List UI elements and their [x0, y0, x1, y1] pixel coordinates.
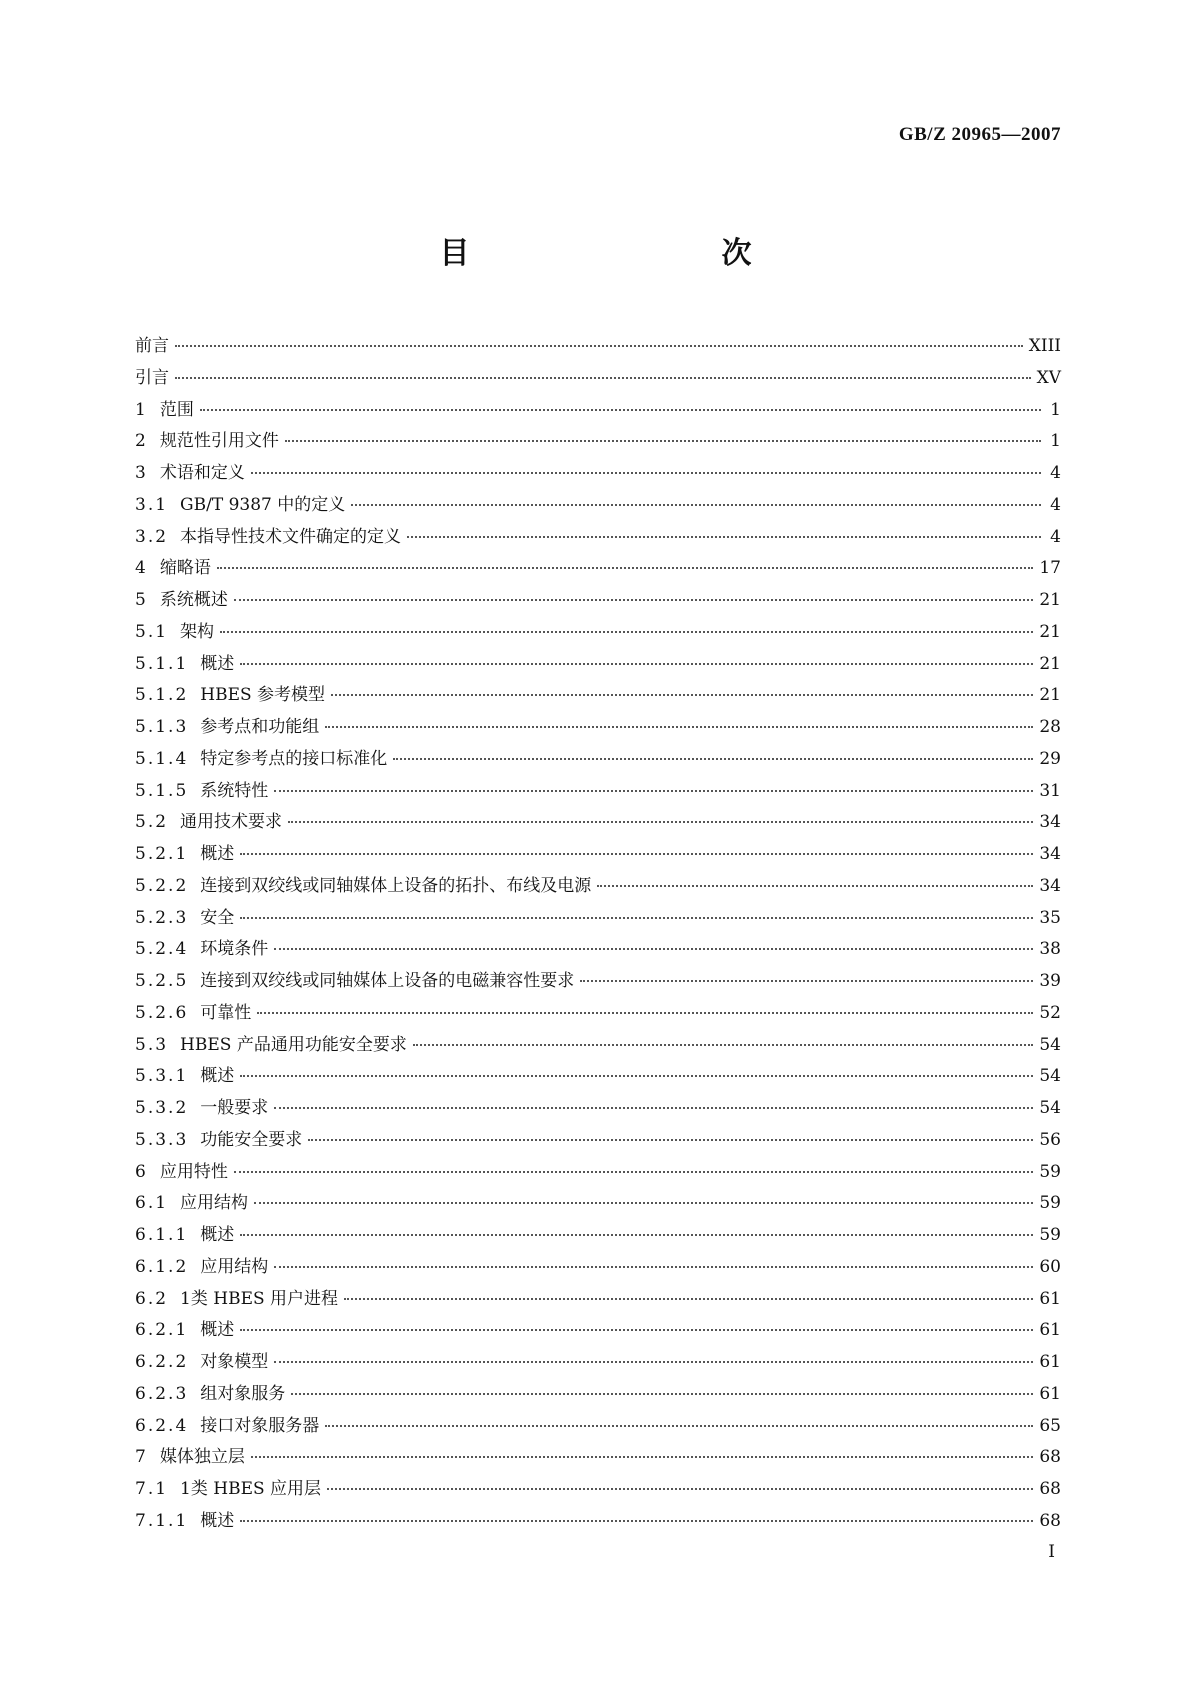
toc-entry[interactable]	[135, 1411, 1061, 1443]
toc-entry[interactable]	[135, 903, 1061, 935]
toc-entry[interactable]	[135, 1474, 1061, 1506]
toc-entry-number: 5.2.1	[135, 844, 189, 864]
toc-entry-text: 连接到双绞线或同轴媒体上设备的拓扑、布线及电源	[200, 875, 592, 896]
toc-entry-page: 68	[1039, 1479, 1061, 1499]
toc-entry-label	[135, 1315, 234, 1347]
toc-entry-label	[135, 712, 319, 744]
toc-entry[interactable]	[135, 680, 1061, 712]
toc-entry-label	[135, 1030, 407, 1062]
toc-entry-page: 28	[1039, 717, 1061, 737]
toc-entry[interactable]	[135, 998, 1061, 1030]
toc-entry-text: 接口对象服务器	[200, 1415, 320, 1436]
toc-entry-page: 4	[1050, 494, 1061, 515]
toc-entry-page: 29	[1039, 748, 1061, 769]
dot-leader	[175, 345, 1023, 347]
dot-leader	[285, 440, 1041, 442]
toc-entry-number: 5.1.2	[135, 685, 189, 706]
toc-entry-text: 一般要求	[200, 1098, 269, 1118]
toc-entry[interactable]	[135, 1157, 1061, 1189]
document-code: GB/Z 20965—2007	[898, 124, 1061, 145]
toc-entry-text: 媒体独立层	[159, 1447, 245, 1468]
toc-entry-label	[135, 1220, 234, 1252]
dot-leader	[331, 694, 1033, 696]
toc-entry-number: 5	[135, 590, 148, 610]
dot-leader	[217, 567, 1034, 569]
toc-entry-page: 39	[1039, 971, 1061, 991]
toc-entry-label	[135, 1284, 338, 1316]
dot-leader	[291, 1393, 1033, 1395]
dot-leader	[234, 599, 1034, 601]
toc-entry-page: 68	[1039, 1510, 1061, 1531]
toc-entry[interactable]	[135, 585, 1061, 617]
toc-entry-label	[135, 395, 194, 427]
toc-entry-label	[135, 680, 325, 712]
toc-entry-number: 5.1	[135, 621, 169, 642]
toc-entry-number: 3.2	[135, 526, 169, 547]
toc-entry-text: 环境条件	[200, 939, 269, 960]
toc-entry-number: 3	[135, 463, 148, 483]
toc-entry-text: 概述	[200, 1225, 235, 1245]
toc-entry-page: 52	[1039, 1002, 1061, 1023]
toc-entry-number: 5.1.5	[135, 780, 189, 801]
toc-entry-number: 5.3.1	[135, 1066, 189, 1087]
toc-entry-number: 5.2	[135, 812, 169, 833]
toc-entry-page: 61	[1039, 1320, 1061, 1341]
toc-entry[interactable]	[135, 553, 1061, 585]
toc-entry[interactable]	[135, 490, 1061, 522]
toc-entry-text: 可靠性	[200, 1002, 252, 1023]
toc-entry-text: 本指导性技术文件确定的定义	[180, 526, 402, 547]
toc-entry-text: 概述	[200, 844, 235, 864]
toc-entry-number: 1	[135, 399, 148, 420]
toc-entry-page: 61	[1039, 1383, 1061, 1404]
dot-leader	[240, 917, 1033, 919]
toc-entry-page: 34	[1039, 844, 1061, 864]
toc-entry-text: 通用技术要求	[180, 812, 283, 833]
toc-entry-text: 引言	[135, 367, 169, 388]
toc-entry-label	[135, 1061, 234, 1093]
toc-entry-page: 54	[1039, 1034, 1061, 1055]
page-number: I	[1048, 1542, 1055, 1562]
toc-entry-number: 7	[135, 1447, 148, 1468]
toc-entry-page: 68	[1039, 1447, 1061, 1468]
toc-entry-page: 21	[1039, 685, 1061, 706]
toc-entry-text: 概述	[200, 1066, 235, 1087]
toc-entry[interactable]	[135, 966, 1061, 998]
dot-leader	[325, 726, 1033, 728]
toc-entry-number: 6.2	[135, 1288, 169, 1309]
toc-entry-label	[135, 744, 387, 776]
toc-entry-number: 7.1.1	[135, 1510, 189, 1531]
toc-entry-text: 前言	[135, 336, 169, 356]
toc-entry-label	[135, 1411, 319, 1443]
toc-entry-page: 21	[1039, 653, 1061, 674]
toc-entry-label	[135, 490, 345, 522]
toc-entry-text: 应用特性	[159, 1161, 228, 1182]
toc-entry-page: 4	[1050, 526, 1061, 547]
toc-entry-label	[135, 776, 268, 808]
toc-entry-text: 功能安全要求	[200, 1129, 303, 1150]
toc-entry-text: GB/T 9387 中的定义	[180, 494, 346, 515]
toc-entry[interactable]	[135, 363, 1061, 395]
toc-entry[interactable]	[135, 871, 1061, 903]
toc-entry[interactable]	[135, 522, 1061, 554]
toc-entry-label	[135, 998, 251, 1030]
toc-entry-text: 概述	[200, 1510, 235, 1531]
dot-leader	[351, 504, 1041, 506]
toc-entry[interactable]	[135, 1347, 1061, 1379]
dot-leader	[597, 885, 1033, 887]
toc-entry-label	[135, 522, 401, 554]
dot-leader	[393, 758, 1033, 760]
dot-leader	[175, 377, 1031, 379]
toc-entry-text: 规范性引用文件	[159, 431, 279, 452]
toc-entry-number: 5.1.4	[135, 748, 189, 769]
dot-leader	[240, 1234, 1033, 1236]
toc-entry-label	[135, 839, 234, 871]
toc-entry[interactable]	[135, 331, 1061, 363]
dot-leader	[288, 821, 1033, 823]
toc-entry[interactable]	[135, 1252, 1061, 1284]
toc-entry[interactable]	[135, 1379, 1061, 1411]
toc-entry-page: 65	[1039, 1415, 1061, 1436]
toc-entry-number: 6.2.4	[135, 1415, 189, 1436]
toc-entry[interactable]	[135, 712, 1061, 744]
toc-entry-label	[135, 966, 574, 998]
toc-entry-label	[135, 903, 234, 935]
dot-leader	[274, 1266, 1033, 1268]
toc-entry-label	[135, 553, 211, 585]
toc-entry-text: 应用结构	[180, 1193, 249, 1214]
toc-entry-label	[135, 1442, 245, 1474]
toc-entry-number: 6.1.1	[135, 1225, 189, 1245]
toc-entry-text: 概述	[200, 653, 235, 674]
toc-entry-page: XV	[1036, 367, 1061, 388]
dot-leader	[240, 1075, 1033, 1077]
toc-entry-text: 术语和定义	[159, 463, 245, 483]
toc-entry-number: 5.3	[135, 1034, 169, 1055]
toc-entry-text: 系统特性	[200, 780, 269, 801]
toc-entry-number: 6	[135, 1161, 148, 1182]
toc-entry-page: 59	[1039, 1161, 1061, 1182]
toc-entry-page: 60	[1039, 1256, 1061, 1277]
toc-entry-number: 5.3.2	[135, 1098, 189, 1118]
toc-entry-label	[135, 331, 169, 363]
toc-entry-page: 31	[1039, 780, 1061, 801]
toc-entry-text: 特定参考点的接口标准化	[200, 748, 388, 769]
dot-leader	[325, 1425, 1033, 1427]
toc-entry-label	[135, 1188, 248, 1220]
toc-entry-number: 5.2.6	[135, 1002, 189, 1023]
toc-entry[interactable]	[135, 1125, 1061, 1157]
toc-title: 目 次	[439, 236, 816, 271]
toc-entry-number: 5.1.1	[135, 653, 189, 674]
dot-leader	[413, 1044, 1034, 1046]
toc-entry-number: 5.2.5	[135, 971, 189, 991]
toc-entry-text: 系统概述	[159, 590, 228, 610]
dot-leader	[344, 1298, 1033, 1300]
dot-leader	[274, 1107, 1033, 1109]
toc-entry-text: 对象模型	[200, 1352, 269, 1372]
toc-entry[interactable]	[135, 1188, 1061, 1220]
toc-entry-page: 21	[1039, 621, 1061, 642]
dot-leader	[251, 1456, 1034, 1458]
dot-leader	[240, 853, 1033, 855]
toc-entry[interactable]	[135, 1284, 1061, 1316]
toc-entry-number: 6.1	[135, 1193, 169, 1214]
toc-entry-number: 5.3.3	[135, 1129, 189, 1150]
toc-entry-label	[135, 1379, 285, 1411]
toc-entry-label	[135, 458, 245, 490]
toc-entry-number: 6.2.1	[135, 1320, 189, 1341]
dot-leader	[240, 1329, 1033, 1331]
toc-entry-text: 连接到双绞线或同轴媒体上设备的电磁兼容性要求	[200, 971, 575, 991]
dot-leader	[274, 790, 1033, 792]
toc-entry-page: 34	[1039, 875, 1061, 896]
toc-entry-page: 61	[1039, 1352, 1061, 1372]
toc-entry-page: 35	[1039, 907, 1061, 928]
toc-entry[interactable]	[135, 934, 1061, 966]
dot-leader	[308, 1139, 1033, 1141]
toc-entry-label	[135, 649, 234, 681]
dot-leader	[234, 1171, 1034, 1173]
toc-entry-number: 5.2.3	[135, 907, 189, 928]
toc-entry-label	[135, 426, 279, 458]
dot-leader	[240, 1520, 1033, 1522]
toc-entry-label	[135, 363, 169, 395]
toc-entry-text: 范围	[159, 399, 194, 420]
dot-leader	[220, 631, 1033, 633]
toc-entry-text: 参考点和功能组	[200, 717, 320, 737]
dot-leader	[200, 409, 1041, 411]
toc-entry-text: 应用结构	[200, 1256, 269, 1277]
toc-entry[interactable]	[135, 1061, 1061, 1093]
toc-entry[interactable]	[135, 1030, 1061, 1062]
toc-entry-label	[135, 585, 228, 617]
toc-entry-number: 5.2.2	[135, 875, 189, 896]
toc-entry-label	[135, 934, 268, 966]
toc-entry-label	[135, 871, 591, 903]
toc-entry-text: 概述	[200, 1320, 235, 1341]
toc-entry-page: 56	[1039, 1129, 1061, 1150]
toc-entry-number: 7.1	[135, 1479, 169, 1499]
toc-entry[interactable]	[135, 1442, 1061, 1474]
toc-entry-text: 1类 HBES 用户进程	[180, 1288, 339, 1309]
toc-entry-number: 6.2.3	[135, 1383, 189, 1404]
toc-entry-label	[135, 1252, 268, 1284]
toc-entry-label	[135, 617, 214, 649]
toc-entry-label	[135, 1347, 268, 1379]
dot-leader	[240, 663, 1033, 665]
toc-entry[interactable]	[135, 426, 1061, 458]
toc-entry-page: 17	[1039, 558, 1061, 579]
toc-entry-number: 2	[135, 431, 148, 452]
toc-entry-label	[135, 1093, 268, 1125]
toc-entry-text: 1类 HBES 应用层	[180, 1479, 322, 1499]
toc-entry-label	[135, 1474, 321, 1506]
toc-entry-text: 缩略语	[159, 558, 211, 579]
toc-entry-number: 6.1.2	[135, 1256, 189, 1277]
dot-leader	[257, 1012, 1033, 1014]
toc-entry-text: 安全	[200, 907, 235, 928]
toc-entry-number: 5.2.4	[135, 939, 189, 960]
toc-entry-page: 1	[1050, 399, 1061, 420]
toc-entry-number: 3.1	[135, 494, 169, 515]
toc-entry[interactable]	[135, 744, 1061, 776]
toc-entry-text: 组对象服务	[200, 1383, 286, 1404]
dot-leader	[274, 1361, 1033, 1363]
dot-leader	[327, 1488, 1033, 1490]
toc-entry[interactable]	[135, 839, 1061, 871]
toc-entry[interactable]	[135, 458, 1061, 490]
toc-entry-label	[135, 807, 282, 839]
dot-leader	[254, 1202, 1033, 1204]
toc-entry-page: 38	[1039, 939, 1061, 960]
toc-entry-number: 6.2.2	[135, 1352, 189, 1372]
toc-entry-page: 4	[1050, 463, 1061, 483]
toc-entry-label	[135, 1125, 302, 1157]
toc-list	[135, 331, 1061, 1538]
toc-entry[interactable]	[135, 617, 1061, 649]
dot-leader	[580, 980, 1033, 982]
toc-entry-number: 4	[135, 558, 148, 579]
toc-entry[interactable]	[135, 1506, 1061, 1538]
toc-entry-page: 21	[1039, 590, 1061, 610]
dot-leader	[407, 536, 1041, 538]
dot-leader	[251, 472, 1041, 474]
toc-entry-text: HBES 产品通用功能安全要求	[180, 1034, 407, 1055]
toc-entry-number: 5.1.3	[135, 717, 189, 737]
toc-entry-label	[135, 1157, 228, 1189]
toc-entry-page: 54	[1039, 1098, 1061, 1118]
toc-entry[interactable]	[135, 807, 1061, 839]
toc-entry-label	[135, 1506, 234, 1538]
toc-entry[interactable]	[135, 1220, 1061, 1252]
dot-leader	[274, 948, 1033, 950]
toc-entry[interactable]	[135, 649, 1061, 681]
toc-entry-page: 59	[1039, 1225, 1061, 1245]
toc-entry-text: HBES 参考模型	[200, 685, 326, 706]
toc-entry-page: 61	[1039, 1288, 1061, 1309]
toc-entry-page: 54	[1039, 1066, 1061, 1087]
toc-entry-text: 架构	[180, 621, 215, 642]
toc-entry[interactable]	[135, 776, 1061, 808]
toc-entry-page: 59	[1039, 1193, 1061, 1214]
toc-entry-page: 1	[1050, 431, 1061, 452]
toc-entry[interactable]	[135, 1093, 1061, 1125]
toc-entry[interactable]	[135, 395, 1061, 427]
toc-entry-page: 34	[1039, 812, 1061, 833]
toc-entry-page: XIII	[1028, 336, 1061, 356]
toc-entry[interactable]	[135, 1315, 1061, 1347]
